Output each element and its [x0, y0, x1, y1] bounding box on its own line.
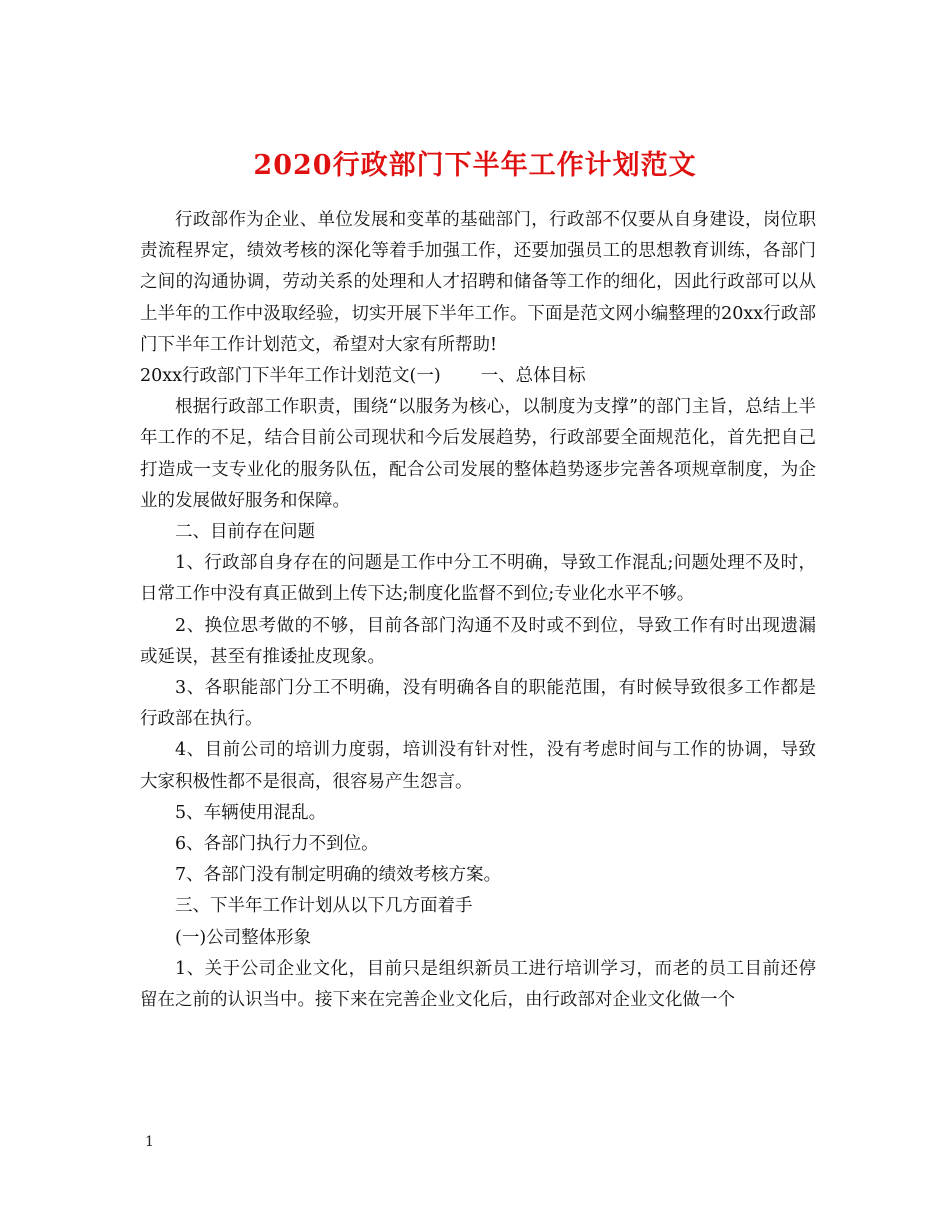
page-number: 1: [145, 1134, 154, 1150]
plan-item-1: 1、关于公司企业文化，目前只是组织新员工进行培训学习，而老的员工目前还停留在之前的认识当中。接下来在完善企业文化后，由行政部对企业文化做一个: [140, 958, 816, 1011]
intro-paragraph: 行政部作为企业、单位发展和变革的基础部门，行政部不仅要从自身建设，岗位职责流程界定，绩效考核的深化等着手加强工作，还要加强员工的思想教育训练，各部门之间的沟通协调，劳动关系的处理和人才招聘和储备等工作的细化，因此行政部可以从上半年的工作中汲取经验，切实开展下半年工作。下面是范文网小编整理的20xx行政部门下半年工作计划范文，希望对大家有所帮助!: [140, 210, 816, 355]
goal-paragraph: 根据行政部工作职责，围绕“以服务为核心，以制度为支撑”的部门主旨，总结上半年工作的不足，结合目前公司现状和今后发展趋势，行政部要全面规范化，首先把自己打造成一支专业化的服务队伍，配合公司发展的整体趋势逐步完善各项规章制度，为企业的发展做好服务和保障。: [140, 397, 816, 511]
plan-heading: 三、下半年工作计划从以下几方面着手: [175, 896, 473, 917]
document-body: [140, 205, 816, 1016]
problem-item-6: 6、各部门执行力不到位。: [175, 834, 379, 855]
problem-item-1: 1、行政部自身存在的问题是工作中分工不明确，导致工作混乱;问题处理不及时，日常工作中没有真正做到上传下达;制度化监督不到位;专业化水平不够。: [140, 553, 816, 605]
problem-item-7: 7、各部门没有制定明确的绩效考核方案。: [175, 865, 502, 886]
document-title: 2020行政部门下半年工作计划范文: [253, 150, 697, 182]
section-heading: 20xx行政部门下半年工作计划范文(一): [140, 366, 441, 387]
problem-item-5: 5、车辆使用混乱。: [175, 802, 327, 823]
problem-item-4: 4、目前公司的培训力度弱，培训没有针对性，没有考虑时间与工作的协调，导致大家积极性都不是很高，很容易产生怨言。: [140, 740, 816, 792]
problem-item-3: 3、各职能部门分工不明确，没有明确各自的职能范围，有时候导致很多工作都是行政部在执行。: [140, 678, 816, 730]
problem-item-2: 2、换位思考做的不够，目前各部门沟通不及时或不到位，导致工作有时出现遗漏或延误，甚至有推诿扯皮现象。: [140, 615, 816, 667]
problems-heading: 二、目前存在问题: [175, 522, 315, 543]
goal-heading: 一、总体目标: [480, 366, 586, 387]
plan-sub-heading: (一)公司整体形象: [175, 927, 312, 948]
section-heading-line: [140, 361, 816, 392]
